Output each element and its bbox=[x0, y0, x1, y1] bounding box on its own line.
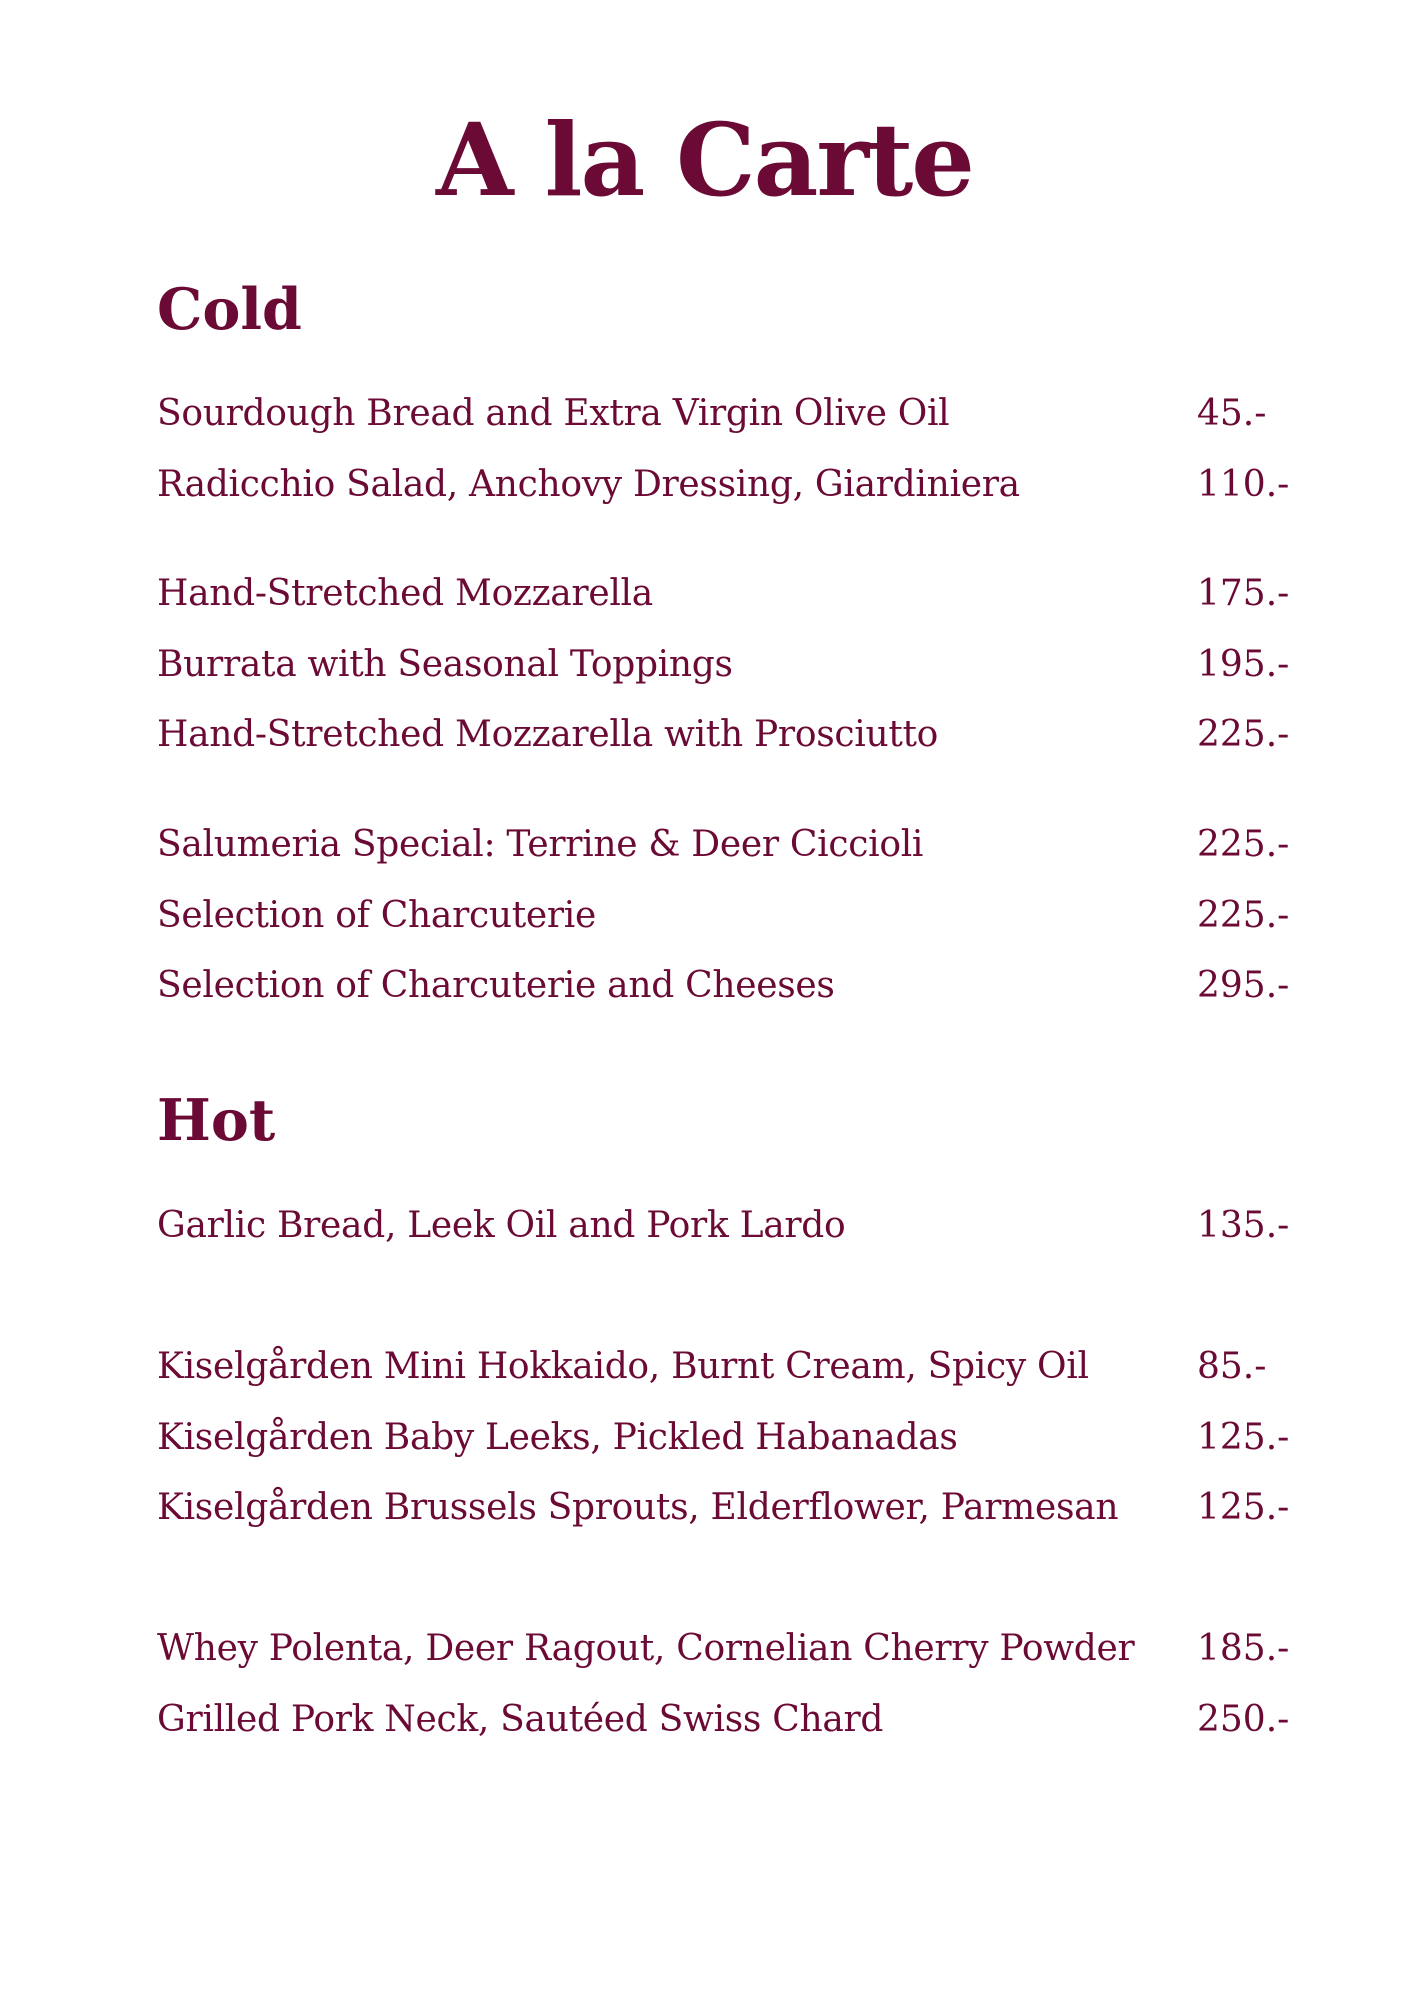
menu-item-price: 125.- bbox=[1197, 1417, 1290, 1458]
menu-item bbox=[157, 390, 1307, 438]
page-title: A la Carte bbox=[436, 101, 973, 219]
menu-item bbox=[157, 570, 1307, 618]
menu-item bbox=[157, 892, 1307, 940]
menu-item-price: 110.- bbox=[1197, 464, 1290, 505]
menu-item bbox=[157, 641, 1307, 689]
menu-item-name: Sourdough Bread and Extra Virgin Olive Oil bbox=[157, 393, 950, 434]
menu-item bbox=[157, 962, 1307, 1010]
menu-item-price: 135.- bbox=[1197, 1205, 1290, 1246]
menu-item bbox=[157, 1414, 1307, 1462]
menu-item-name: Selection of Charcuterie and Cheeses bbox=[157, 965, 835, 1006]
menu-item bbox=[157, 1202, 1307, 1250]
menu-item-name: Burrata with Seasonal Toppings bbox=[157, 644, 733, 685]
menu-item-name: Kiselgården Mini Hokkaido, Burnt Cream, Spicy Oil bbox=[157, 1346, 1089, 1387]
menu-item-name: Kiselgården Baby Leeks, Pickled Habanadas bbox=[157, 1417, 958, 1458]
menu-item-name: Selection of Charcuterie bbox=[157, 895, 597, 936]
menu-item-price: 85.- bbox=[1197, 1346, 1267, 1387]
menu-item-price: 225.- bbox=[1197, 824, 1290, 865]
menu-item-price: 250.- bbox=[1197, 1699, 1290, 1740]
menu-item bbox=[157, 1484, 1307, 1532]
section-heading-hot: Hot bbox=[157, 1087, 276, 1154]
menu-item-price: 195.- bbox=[1197, 644, 1290, 685]
menu-item-name: Garlic Bread, Leek Oil and Pork Lardo bbox=[157, 1205, 846, 1246]
menu-item-name: Radicchio Salad, Anchovy Dressing, Giardiniera bbox=[157, 464, 1020, 505]
section-heading-cold: Cold bbox=[157, 276, 302, 343]
menu-item-name: Kiselgården Brussels Sprouts, Elderflower, Parmesan bbox=[157, 1487, 1119, 1528]
menu-item-name: Hand-Stretched Mozzarella with Prosciutto bbox=[157, 714, 939, 755]
menu-item-name: Whey Polenta, Deer Ragout, Cornelian Cherry Powder bbox=[157, 1628, 1135, 1669]
menu-item-price: 45.- bbox=[1197, 393, 1267, 434]
menu-item-name: Salumeria Special: Terrine & Deer Ciccioli bbox=[157, 824, 924, 865]
menu-item bbox=[157, 821, 1307, 869]
menu-item bbox=[157, 1696, 1307, 1744]
menu-item-price: 125.- bbox=[1197, 1487, 1290, 1528]
menu-item bbox=[157, 461, 1307, 509]
menu-item-price: 225.- bbox=[1197, 714, 1290, 755]
menu-item-name: Hand-Stretched Mozzarella bbox=[157, 573, 653, 614]
menu-item bbox=[157, 711, 1307, 759]
menu-item-price: 175.- bbox=[1197, 573, 1290, 614]
menu-item-name: Grilled Pork Neck, Sautéed Swiss Chard bbox=[157, 1699, 884, 1740]
menu-item-price: 295.- bbox=[1197, 965, 1290, 1006]
menu-item-price: 185.- bbox=[1197, 1628, 1290, 1669]
menu-item-price: 225.- bbox=[1197, 895, 1290, 936]
menu-item bbox=[157, 1343, 1307, 1391]
menu-item bbox=[157, 1625, 1307, 1673]
